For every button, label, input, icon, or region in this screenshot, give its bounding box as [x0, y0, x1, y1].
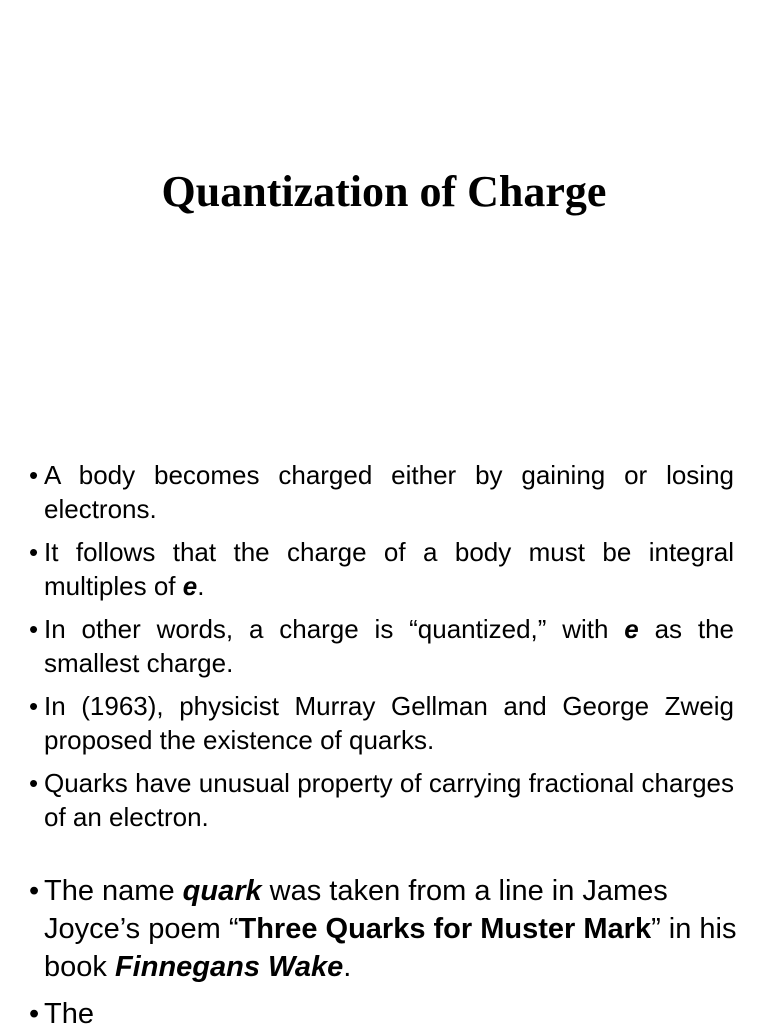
bullet-text: It follows that the charge of a body must be integral multiples of: [44, 537, 734, 601]
bullet-item-truncated: [0, 995, 768, 1024]
bullet-text: In other words, a charge is “quantized,” with: [44, 614, 625, 644]
book-title: Finnegans Wake: [114, 951, 344, 983]
bullet-marker: •: [29, 460, 39, 490]
bullet-text: The: [44, 998, 94, 1024]
bullet-text: Quarks have unusual property of carrying fractional charges of an electron.: [44, 768, 734, 832]
bullet-text: .: [343, 951, 352, 983]
bullet-item-quark-name: [0, 872, 768, 986]
bullet-text: In (1963), physicist Murray Gellman and George Zweig proposed the existence of quarks.: [44, 691, 734, 755]
bullet-list: [0, 458, 768, 1024]
bullet-text: as the smallest charge.: [44, 614, 734, 678]
elementary-charge-symbol: e: [182, 571, 198, 601]
bullet-marker: •: [29, 998, 40, 1024]
bullet-marker: •: [29, 614, 39, 644]
bullet-marker: •: [29, 537, 39, 567]
slide-title: Quantization of Charge: [161, 167, 607, 216]
quark-word: quark: [182, 875, 262, 907]
elementary-charge-symbol: e: [624, 614, 639, 644]
bullet-item: [0, 458, 768, 526]
bullet-text: A body becomes charged either by gaining or losing electrons.: [44, 460, 734, 524]
bullet-item: [0, 612, 768, 680]
bullet-item: [0, 535, 768, 603]
bullet-text: was taken from a line in James Joyce’s poem “: [44, 875, 668, 945]
bullet-marker: •: [29, 768, 39, 798]
bullet-item: [0, 766, 768, 834]
bullet-marker: •: [29, 875, 40, 907]
bullet-text: The name: [44, 875, 183, 907]
bullet-text: ” in his book: [44, 913, 737, 983]
bullet-marker: •: [29, 691, 39, 721]
bullet-text: .: [197, 571, 205, 601]
poem-title: Three Quarks for Muster Mark: [238, 913, 652, 945]
bullet-item: [0, 689, 768, 757]
